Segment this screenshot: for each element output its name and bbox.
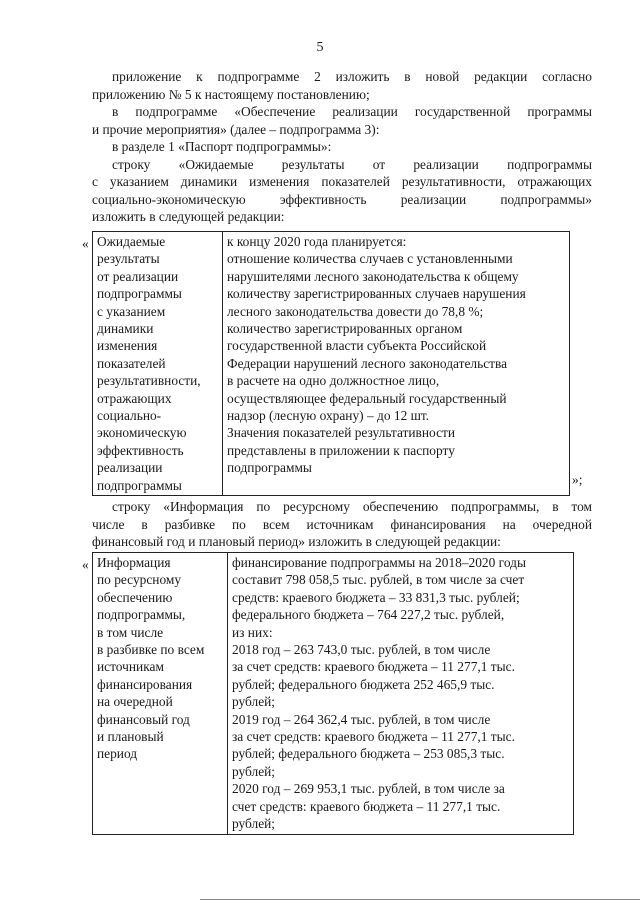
table2-right-line: за счет средств: краевого бюджета – 11 277,1 тыс. — [232, 729, 515, 745]
table1-left-line: с указанием — [97, 303, 166, 319]
table2-right-line: финансирование подпрограммы на 2018–2020 годы — [232, 555, 526, 570]
table2-left-line: период — [97, 746, 138, 762]
table1-right-line: в расчете на одно должностное лицо, — [227, 373, 440, 389]
resource-info-table — [92, 552, 574, 835]
table1-right-line: нарушителями лесного законодательства к общему — [227, 268, 519, 284]
table1-right-line: лесного законодательства довести до 78,8 %; — [227, 303, 484, 319]
table2-right-line: 2019 год – 264 362,4 тыс. рублей, в том числе — [232, 711, 491, 727]
table2-right-line: рублей; — [232, 763, 276, 779]
table1-left-line: результативности, — [97, 373, 201, 389]
table2-left-line: источникам — [97, 659, 164, 675]
intro-line: строку «Ожидаемые результаты от реализации подпрограммы — [112, 156, 592, 172]
table2-right-line: за счет средств: краевого бюджета – 11 277,1 тыс. — [232, 659, 515, 675]
table1-left-line: эффективность — [97, 442, 184, 458]
table2-right-line: 2018 год – 263 743,0 тыс. рублей, в том числе — [232, 642, 491, 658]
table1-right-line: отношение количества случаев с установленными — [227, 251, 513, 267]
middle-line: числе в разбивке по всем источникам финансирования на очередной — [92, 516, 592, 532]
table1-left-line: отражающих — [97, 390, 172, 406]
table2-right-line: федерального бюджета – 764 227,2 тыс. рублей, — [232, 607, 505, 623]
table2-right-line: рублей; — [232, 694, 276, 710]
intro-paragraph — [92, 68, 592, 226]
table1-left-line: социально- — [97, 408, 162, 424]
table1-left-cell — [93, 232, 223, 496]
table2-left-line: на очередной — [97, 694, 173, 710]
table1-right-line: Федерации нарушений лесного законодательства — [227, 355, 508, 371]
table2-left-cell — [93, 553, 228, 835]
intro-line: социально-экономическую эффективность реализации подпрограммы» — [92, 191, 592, 207]
intro-line: приложение к подпрограмме 2 изложить в новой редакции согласно — [112, 69, 592, 84]
table2-right-line: счет средств: краевого бюджета – 11 277,1 тыс. — [232, 798, 501, 814]
table1-left-line: подпрограммы — [97, 477, 182, 493]
table1-left-line: изменения — [97, 338, 158, 354]
table1-left-line: подпрограммы — [97, 286, 182, 302]
table2-left-line: подпрограммы, — [97, 607, 186, 623]
middle-line: финансовый год и плановый период» изложить в следующей редакции: — [92, 534, 501, 549]
table2-right-line: рублей; федерального бюджета – 253 085,3 тыс. — [232, 746, 505, 762]
table1-right-line: количеству зарегистрированных случаев нарушения — [227, 286, 526, 302]
intro-line: в подпрограмме «Обеспечение реализации государственной программы — [112, 104, 592, 119]
table1-left-line: динамики — [97, 321, 154, 337]
table2-right-line: составит 798 058,5 тыс. рублей, в том числе за счет — [232, 572, 525, 588]
middle-line: строку «Информация по ресурсному обеспечению подпрограммы, в том — [112, 499, 592, 514]
table1-right-line: к концу 2020 года планируется: — [227, 234, 407, 249]
page-number: 5 — [316, 40, 324, 55]
table2-left-line: финансовый год — [97, 711, 190, 727]
table1-right-line: надзор (лесную охрану) – до 12 шт. — [227, 408, 430, 424]
table1-right-line: количество зарегистрированных органом — [227, 321, 463, 337]
table1-left-line: реализации — [97, 460, 163, 476]
table2-right-line: рублей; федерального бюджета 252 465,9 тыс. — [232, 676, 495, 692]
table1-left-line: экономическую — [97, 425, 187, 441]
table1-right-line: подпрограммы — [227, 460, 312, 476]
table2-right-cell — [228, 553, 574, 835]
table1-right-line: осуществляющее федеральный государственный — [227, 390, 507, 406]
intro-line: приложению № 5 к настоящему постановлению; — [92, 86, 370, 102]
table1-right-cell — [223, 232, 570, 496]
table1-right-line: Значения показателей результативности — [227, 425, 456, 441]
table1-right-line: представлены в приложении к паспорту — [227, 442, 455, 458]
intro-line: в разделе 1 «Паспорт подпрограммы»: — [112, 139, 332, 154]
intro-line: изложить в следующей редакции: — [92, 209, 285, 224]
intro-line: и прочие мероприятия» (далее – подпрограмма 3): — [92, 121, 380, 137]
open-quote: « — [82, 236, 89, 251]
table1-left-line: Ожидаемые — [97, 234, 166, 249]
table1-left-line: от реализации — [97, 268, 179, 284]
open-quote-2: « — [82, 557, 89, 572]
table2-left-line: Информация — [97, 555, 171, 570]
table2-left-line: обеспечению — [97, 589, 173, 605]
table2-left-line: и плановый — [97, 729, 164, 745]
table2-right-line: рублей; — [232, 816, 276, 832]
table2-left-line: по ресурсному — [97, 572, 182, 588]
intro-line: с указанием динамики изменения показателей результативности, отражающих — [92, 174, 592, 189]
table1-right-line: государственной власти субъекта Российской — [227, 338, 487, 354]
middle-paragraph — [92, 498, 592, 551]
table2-right-line: 2020 год – 269 953,1 тыс. рублей, в том числе за — [232, 781, 505, 797]
expected-results-table — [92, 231, 570, 496]
table2-right-line: из них: — [232, 624, 273, 640]
table1-left-line: показателей — [97, 355, 166, 371]
table2-left-line: финансирования — [97, 676, 193, 692]
close-quote: »; — [572, 472, 583, 487]
table2-right-line: средств: краевого бюджета – 33 831,3 тыс. рублей; — [232, 589, 520, 605]
table2-left-line: в том числе — [97, 624, 164, 640]
scan-edge-line — [200, 899, 640, 900]
table2-left-line: в разбивке по всем — [97, 642, 205, 658]
table1-left-line: результаты — [97, 251, 160, 267]
